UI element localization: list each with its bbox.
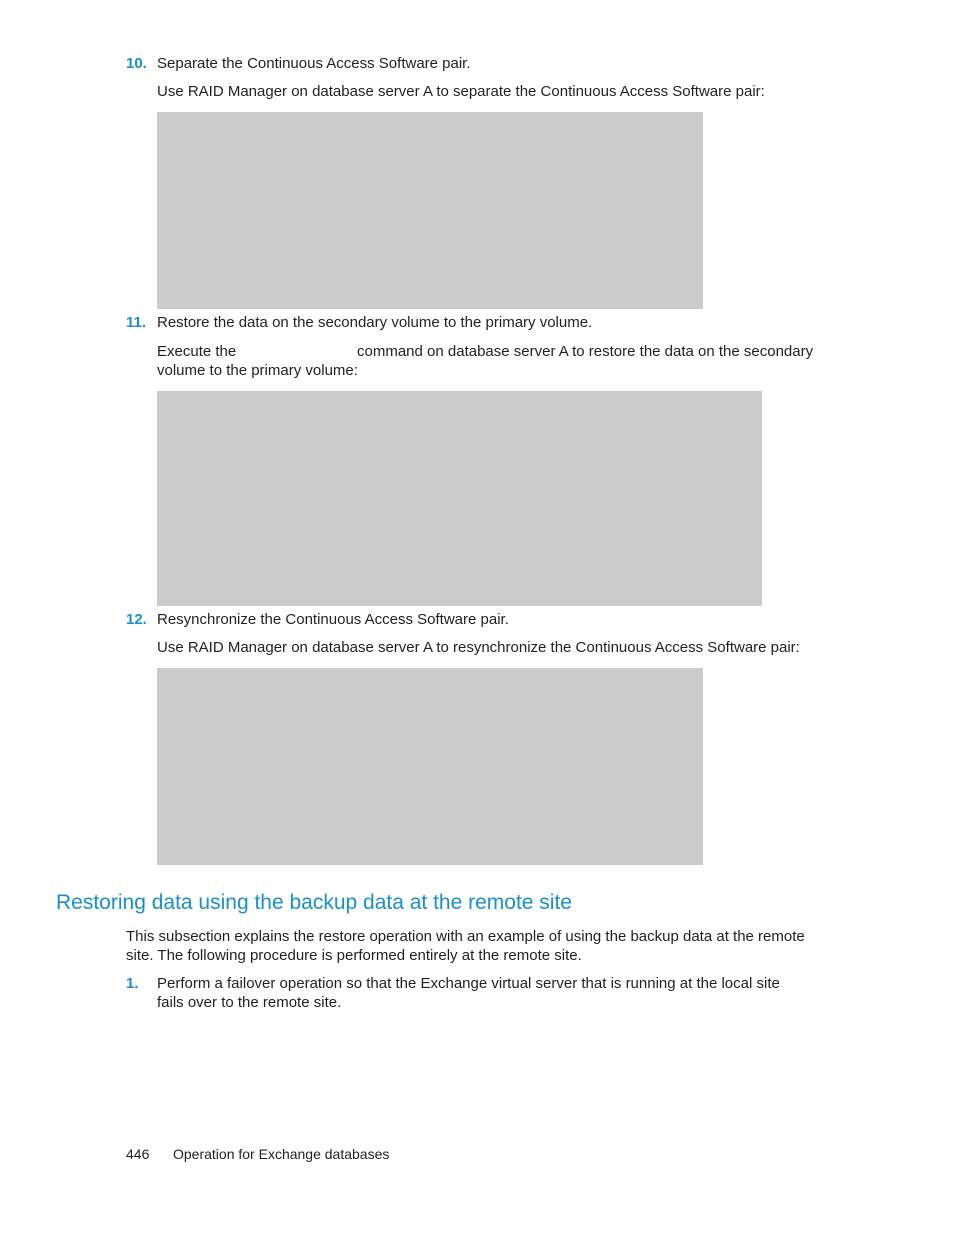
step-12-body: Use RAID Manager on database server A to resynchronize the Continuous Access Software pair: [157, 639, 800, 656]
code-block-restore [157, 391, 762, 606]
step-10-body: Use RAID Manager on database server A to separate the Continuous Access Software pair: [157, 83, 765, 100]
code-block-resync [157, 668, 703, 865]
step-11-number: 11. [126, 314, 147, 331]
page-number: 446 [126, 1146, 150, 1162]
step-1-line2: fails over to the remote site. [157, 994, 342, 1011]
step-10-number: 10. [126, 55, 147, 72]
chapter-title: Operation for Exchange databases [173, 1146, 390, 1162]
section-intro-line1: This subsection explains the restore operation with an example of using the backup data at the remote [126, 928, 805, 945]
step-11-body-line2: volume to the primary volume: [157, 362, 358, 379]
step-11-body-after: command on database server A to restore the data on the secondary [357, 343, 814, 360]
step-11-title: Restore the data on the secondary volume to the primary volume. [157, 314, 593, 331]
step-11-body-before: Execute the [157, 343, 237, 360]
code-block-separate-pair [157, 112, 703, 309]
section-intro-line2: site. The following procedure is performed entirely at the remote site. [126, 947, 582, 964]
step-1-line1: Perform a failover operation so that the Exchange virtual server that is running at the local site [157, 975, 780, 992]
section-heading: Restoring data using the backup data at the remote site [56, 891, 572, 914]
step-1-number: 1. [126, 975, 139, 992]
step-12-number: 12. [126, 611, 147, 628]
step-12-title: Resynchronize the Continuous Access Software pair. [157, 611, 509, 628]
step-10-title: Separate the Continuous Access Software pair. [157, 55, 471, 72]
